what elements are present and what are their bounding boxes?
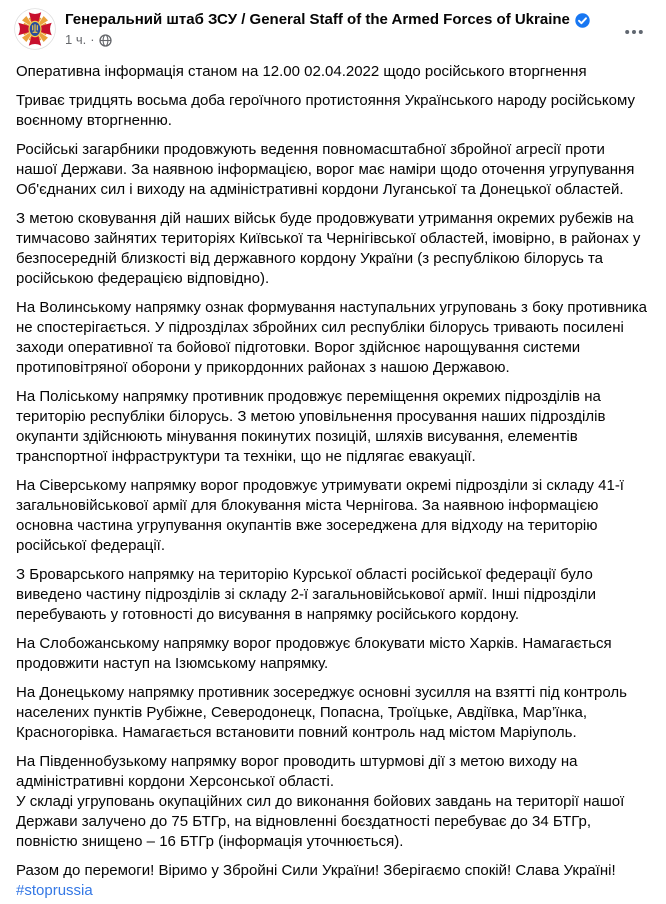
page-name-link[interactable]: Генеральний штаб ЗСУ / General Staff of the Armed Forces of Ukraine <box>65 11 570 28</box>
verified-badge-icon <box>575 13 590 28</box>
hashtag-link[interactable]: #stoprussia <box>16 882 93 899</box>
post-paragraph: Триває тридцять восьма доба героїчного протистояння Українського народу російському воєнному вторгненню. <box>16 92 635 129</box>
post-closing-paragraph <box>16 861 650 901</box>
post-body-text <box>0 52 666 901</box>
post-paragraph: На Поліському напрямку противник продовжує переміщення окремих підрозділів на територію республіки білорусь. З метою уповільнення просування наших підрозділів окупанти здійснюють мінування покинутих позицій, шляхів висування, елементів транспортної інфраструктури та техніки, що не підлягає евакуації. <box>16 388 606 465</box>
post-paragraph: У складі угруповань окупаційних сил до виконання бойових завдань на території нашої Держави залучено до 75 БТГр, на відновленні боєздатності перебуває до 34 БТГр, повністю знищено – 16 БТГр (інформація уточнюється). <box>16 793 625 850</box>
post-header <box>0 0 666 52</box>
more-options-button[interactable] <box>618 16 650 48</box>
closing-text: Разом до перемоги! Віримо у Збройні Сили України! Зберігаємо спокій! Слава Україні! <box>16 862 616 879</box>
post-paragraph: На Донецькому напрямку противник зосереджує основні зусилля на взятті під контроль населених пунктів Рубіжне, Северодонецк, Попасна, Троїцьке, Авдіївка, Мар’їнка, Красногорівка. Намагається встановити повний контроль над містом Маріуполь. <box>16 684 627 741</box>
post-paragraph: На Сіверському напрямку ворог продовжує утримувати окремі підрозділи зі складу 41-ї загальновійськової армії для блокування міста Чернігова. За наявною інформацією основна частина угрупування окупантів вже зосереджена для відходу на територію російської федерації. <box>16 477 624 554</box>
meta-separator: · <box>90 32 95 47</box>
name-row <box>65 11 618 28</box>
post-paragraph: З метою сковування дій наших військ буде продовжувати утримання окремих рубежів на тимчасово зайнятих територіях Київської та Чернігівської областей, імовірно, в районах у безпосередній близкості від державного кордону України (з республікою білорусь та російською федерацією відповідно). <box>16 210 641 287</box>
post-paragraph: Оперативна інформація станом на 12.00 02.04.2022 щодо російського вторгнення <box>16 63 587 80</box>
post-paragraph: На Південнобузькому напрямку ворог проводить штурмові дії з метою виходу на адміністративні кордони Херсонської області. <box>16 753 578 790</box>
post-paragraph: З Броварського напрямку на територію Курської області російської федерації було виведено частину підрозділів зі складу 2-ї загальновійськової армії. Інші підрозділи перебувають у готовності до висування в напрямку російського кордону. <box>16 566 597 623</box>
meta-row <box>65 32 618 47</box>
page-avatar[interactable] <box>14 8 56 50</box>
post-paragraph: Російські загарбники продовжують ведення повномасштабної збройної агресії проти нашої Держави. За наявною інформацією, ворог має наміри щодо оточення угрупування Об'єднаних сил і виходу на адміністративні кордони Луганської та Донецької областей. <box>16 141 635 198</box>
header-info <box>65 8 618 47</box>
post-timestamp[interactable]: 1 ч. <box>65 32 87 47</box>
post-paragraph: На Слобожанському напрямку ворог продовжує блокувати місто Харків. Намагається продовжити наступ на Ізюмському напрямку. <box>16 635 612 672</box>
audience-globe-icon <box>99 34 112 47</box>
post-paragraph: На Волинському напрямку ознак формування наступальних угруповань з боку противника не спостерігається. У підрозділах збройних сил республіки білорусь тривають посилені заходи оперативної та бойової підготовки. Ворог здійснює нарощування системи протиповітряної оборони у прикордонних районах з нашою Державою. <box>16 299 647 376</box>
three-dots-icon <box>625 29 643 35</box>
